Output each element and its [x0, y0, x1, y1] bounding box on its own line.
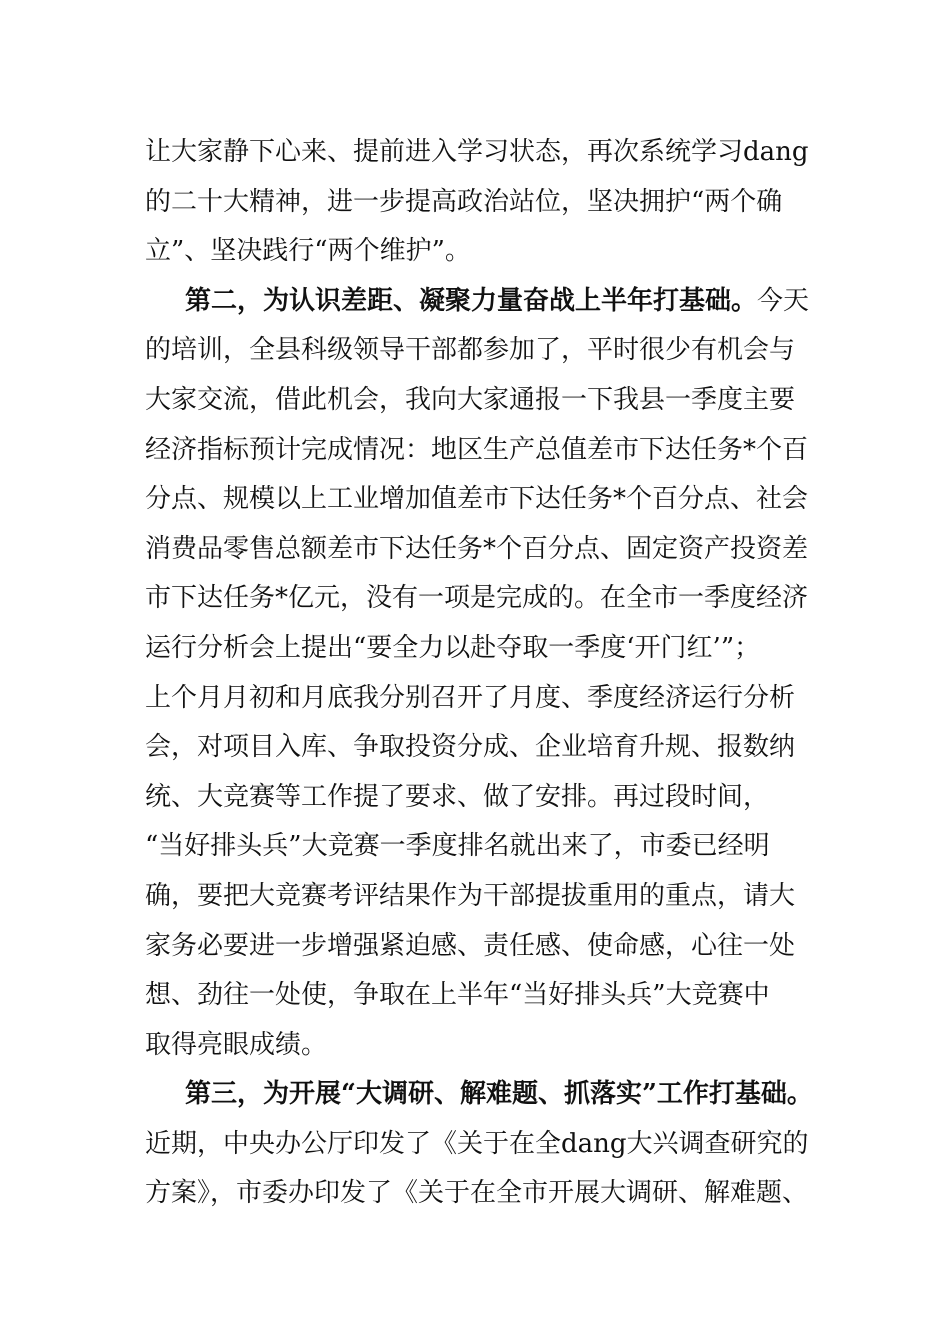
- text-line: 的培训，全县科级领导干部都参加了，平时很少有机会与: [145, 335, 796, 366]
- text-line: 市下达任务*亿元，没有一项是完成的。在全市一季度经济: [145, 583, 809, 614]
- text-line: 确，要把大竞赛考评结果作为干部提拔重用的重点，请大: [145, 880, 796, 911]
- heading-line: [145, 277, 809, 327]
- heading-tail: 今天: [757, 285, 810, 316]
- paragraph-1: [145, 128, 809, 277]
- heading-line: [145, 1070, 813, 1120]
- text-line: 分点、规模以上工业增加值差市下达任务*个百分点、社会: [145, 484, 809, 515]
- section-heading-2: 第二，为认识差距、凝聚力量奋战上半年打基础。: [185, 285, 758, 316]
- text-line: 经济指标预计完成情况：地区生产总值差市下达任务*个百: [145, 434, 809, 465]
- text-line: 让大家静下心来、提前进入学习状态，再次系统学习dang: [145, 137, 809, 167]
- document-body: [145, 128, 813, 1219]
- section-heading-3: 第三，为开展“大调研、解难题、抓落实”工作打基础。: [185, 1079, 813, 1110]
- paragraph-3: [145, 1070, 813, 1219]
- text-line: 运行分析会上提出“要全力以赴夺取一季度‘开门红’”；: [145, 632, 761, 663]
- text-line: 家务必要进一步增强紧迫感、责任感、使命感，心往一处: [145, 930, 796, 961]
- text-line: 上个月月初和月底我分别召开了月度、季度经济运行分析: [145, 682, 796, 713]
- text-line: 近期，中央办公厅印发了《关于在全dang大兴调查研究的: [145, 1128, 809, 1159]
- text-line: 统、大竞赛等工作提了要求、做了安排。再过段时间，: [145, 781, 770, 812]
- text-line: 消费品零售总额差市下达任务*个百分点、固定资产投资差: [145, 533, 809, 564]
- text-line: 想、劲往一处使，争取在上半年“当好排头兵”大竞赛中: [145, 980, 770, 1011]
- paragraph-2: [145, 277, 809, 1071]
- text-line: 会，对项目入库、争取投资分成、企业培育升规、报数纳: [145, 732, 796, 763]
- text-line: “当好排头兵”大竞赛一季度排名就出来了，市委已经明: [145, 831, 770, 862]
- text-line: 的二十大精神，进一步提高政治站位，坚决拥护“两个确: [145, 186, 783, 217]
- text-line: 立”、坚决践行“两个维护”。: [145, 236, 471, 267]
- text-line: 大家交流，借此机会，我向大家通报一下我县一季度主要: [145, 384, 796, 415]
- text-line: 方案》，市委办印发了《关于在全市开展大调研、解难题、: [145, 1178, 809, 1209]
- text-line: 取得亮眼成绩。: [145, 1029, 328, 1060]
